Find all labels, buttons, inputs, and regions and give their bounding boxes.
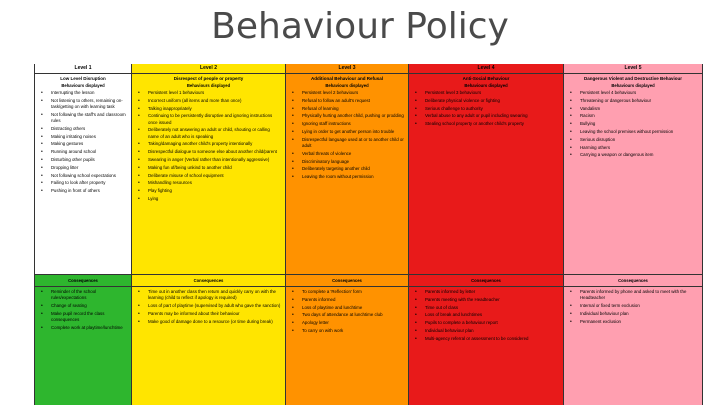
slide-title: Behaviour Policy [211,6,509,47]
list-item: • Carrying a weapon or dangerous item [580,152,698,158]
level-3-behaviours-heading: Behaviours displayed [325,83,369,88]
level-2-behaviours-heading: Behaviours displayed [186,83,231,88]
list-item: • Vandalism [580,106,698,112]
list-item: • Harming others [580,145,698,151]
list-item: • Leaving the school premises without permission [580,129,698,135]
level-4-behaviour-list [409,90,563,127]
level-3-header: Level 3 [286,64,408,74]
list-item: • Parents informed by phone and asked to meet with the Headteacher [580,289,698,301]
list-item: • Ignoring staff instructions [302,121,404,127]
list-item: • Not listening to others, remaining on-task/getting on with learning task [51,98,127,110]
list-item: • Distracting others [51,126,127,132]
level-2-consequences-heading: Consequences [132,275,285,287]
list-item: • Apology letter [302,320,404,326]
list-item: • Persistent level 1 behaviours [148,90,281,96]
list-item: • Threatening or dangerous behaviour [580,98,698,104]
list-item: • Complete work at playtime/lunchtime [51,325,127,331]
list-item: • Talking inappropriately [148,106,281,112]
list-item: • Parents meeting with the Headteacher [425,297,559,303]
level-1-behaviour-list [35,90,131,194]
level-2-column [132,64,286,405]
list-item: • Taking/damaging another child's property intentionally [148,141,281,147]
level-3-column [286,64,409,405]
list-item: • Internal or fixed term exclusion [580,303,698,309]
list-item: • Individual behaviour plan [425,328,559,334]
list-item: • Verbal threats of violence [302,151,404,157]
list-item: • Parents informed by letter [425,289,559,295]
list-item: • Mishandling resources [148,180,281,186]
list-item: • Running around school [51,149,127,155]
list-item: • Play fighting [148,188,281,194]
list-item: • Pupils to complete a behaviour report [425,320,559,326]
list-item: • Pushing in front of others [51,188,127,194]
list-item: • Permanent exclusion [580,319,698,325]
list-item: • Making irritating noises [51,134,127,140]
list-item: • Stealing school property or another child's property [425,121,559,127]
list-item: • Serious challenge to authority [425,106,559,112]
list-item: • Loss of playtime and lunchtime [302,305,404,311]
list-item: • Incorrect uniform (all items and more than once) [148,98,281,104]
list-item: • Time out of class [425,305,559,311]
level-4-consequences-heading: Consequences [409,275,563,287]
level-2-behaviour-list [132,90,285,202]
list-item: • Disrespectful language used at or to another child or adult [302,137,404,149]
list-item: • Multi-agency referral or assessment to be considered [425,336,559,342]
list-item: • Racism [580,113,698,119]
list-item: • Persistent level 2 behaviours [302,90,404,96]
level-4-subtitle: Anti-Social Behaviour [462,76,510,81]
level-5-behaviour-list [564,90,702,159]
list-item: • To carry on with work [302,328,404,334]
list-item: • Parents informed [302,297,404,303]
list-item: • Bullying [580,121,698,127]
level-1-consequences [35,274,131,405]
level-4-consequences [409,274,563,344]
list-item: • Failing to look after property [51,180,127,186]
level-1-header: Level 1 [35,64,131,74]
list-item: • Individual behaviour plan [580,311,698,317]
list-item: • Make pupil record the class consequences [51,311,127,323]
list-item: • Deliberate physical violence or fighting [425,98,559,104]
level-3-consequences [286,274,408,336]
level-2-subtitle: Disrespect of people or property [173,76,244,81]
level-1-behaviours-heading: Behaviours displayed [61,83,105,88]
list-item: • Refusal of learning [302,106,404,112]
level-1-subtitle: Low Level Disruption [60,76,106,81]
list-item: • Swearing in anger (Verbal rather than intentionally aggressive) [148,157,281,163]
list-item: • Disrespectful dialogue to someone else about another child/parent [148,149,281,155]
list-item: • Interrupting the lesson [51,90,127,96]
list-item: • Not following the staff's and classroom rules [51,112,127,124]
list-item: • Change of seating [51,303,127,309]
list-item: • Make good of damage done to a resource (or time during break) [148,319,281,325]
list-item: • Parents may be informed about their behaviour [148,311,281,317]
level-5-behaviours-heading: Behaviours displayed [611,83,655,88]
list-item: • Physically hurting another child, pushing or prodding [302,113,404,119]
level-1-column [35,64,132,405]
level-3-behaviour-list [286,90,408,180]
level-3-subtitle: Additional Behaviour and Refusal [310,76,383,81]
level-3-consequences-heading: Consequences [286,275,408,287]
list-item: • Leaving the room without permission [302,174,404,180]
list-item: • Lying [148,196,281,202]
level-5-column [564,64,703,405]
list-item: • Loss of break and lunchtimes [425,312,559,318]
list-item: • Discriminatory language [302,159,404,165]
list-item: • Disturbing other pupils [51,157,127,163]
level-5-consequences [564,274,702,326]
list-item: • Refusal to follow an adult's request [302,98,404,104]
level-2-header: Level 2 [132,64,285,74]
behaviour-levels-table [34,64,703,405]
list-item: • Loss of part of playtime (supervised by adult who gave the sanction) [148,303,281,309]
list-item: • Deliberately not answering an adult or child, shouting or calling name of an adult who is speaking [148,127,281,139]
level-5-header: Level 5 [564,64,702,74]
level-4-header: Level 4 [409,64,563,74]
list-item: • Persistent level 4 behaviours [580,90,698,96]
level-5-consequences-heading: Consequences [564,275,702,287]
list-item: • Verbal abuse to any adult or pupil including swearing [425,113,559,119]
list-item: • Making fun of/being unkind to another child [148,165,281,171]
level-4-column [409,64,564,405]
list-item: • Making gestures [51,141,127,147]
level-2-consequences [132,274,285,326]
level-5-subtitle: Dangerous Violent and Destructive Behaviour [584,76,682,81]
list-item: • Continuing to be persistently disruptive and ignoring instructions once issued [148,113,281,125]
list-item: • Two days of attendance at lunchtime club [302,312,404,318]
list-item: • Serious disruption [580,137,698,143]
list-item: • To complete a 'Reflection' form [302,289,404,295]
list-item: • Reminder of the school rules/expectations [51,289,127,301]
list-item: • Lying in order to get another person into trouble [302,129,404,135]
list-item: • Not following school expectations [51,173,127,179]
level-1-consequences-heading: Consequences [35,275,131,287]
list-item: • Time out in another class then return and quickly carry on with the learning (child to reflect if apology is required) [148,289,281,301]
list-item: • Persistent level 3 behaviours [425,90,559,96]
list-item: • Dropping litter [51,165,127,171]
list-item: • Deliberate misuse of school equipment [148,173,281,179]
list-item: • Deliberately targeting another child [302,166,404,172]
level-4-behaviours-heading: Behaviours displayed [464,83,508,88]
